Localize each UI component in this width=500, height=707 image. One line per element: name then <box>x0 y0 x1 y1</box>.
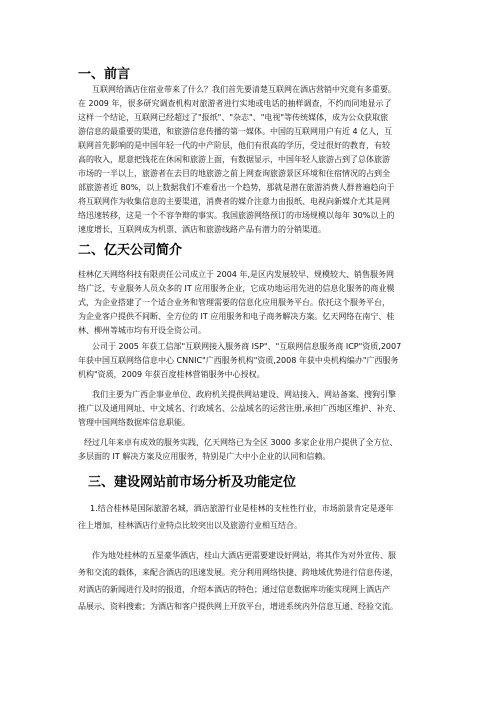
text-line: 部旅游者近 80%，以上数据我们不难看出一个趋势，那就是潜在旅游消费人群普遍趋向于 <box>78 183 395 192</box>
company-paragraph-1 <box>78 268 450 338</box>
text-line: 在 2009 年，很多研究调查机构对旅游者进行实地或电话的抽样调查，不约而同地显示了 <box>78 99 392 108</box>
text-line: 为企业客户提供不间断、全方位的 IT 应用服务和电子商务解决方案。亿天网络在南宁、桂 <box>78 312 395 321</box>
text-line: 游信息的最重要的渠道，和旅游信息传播的第一媒体。中国的互联网用户有近 4 亿人，互 <box>78 127 393 136</box>
section-heading-company: 二、亿天公司简介 <box>78 243 183 258</box>
preface-paragraph <box>78 83 450 237</box>
text-line: 1.结合桂林是国际旅游名城，酒店旅游行业是桂林的支柱性行业，市场前景肯定是逐年 <box>90 504 394 513</box>
text-line: 这样一个结论，互联网已经超过了"报纸"、"杂志"、"电视"等传统媒体，成为公众获取旅 <box>78 113 389 122</box>
text-line: 络广泛、专业服务人员众多的 IT 应用服务企业，它成功地运用先进的信息化服务的商业模 <box>78 284 395 293</box>
section-heading-analysis: 三、建设网站前市场分析及功能定位 <box>88 475 297 490</box>
text-line: 管理中国网络数据库信息职能。 <box>78 418 190 427</box>
company-paragraph-3 <box>78 388 450 430</box>
analysis-paragraph-1 <box>78 500 450 534</box>
text-line: 林、柳州等城市均有开设全资公司。 <box>78 326 206 335</box>
text-line: 年获中国互联网络信息中心 CNNIC"广西服务机构"资质,2008 年获中央机构编办"广西服务 <box>78 356 399 365</box>
text-line: 往上增加，桂林酒店行业特点比较突出以及旅游行业相互结合。 <box>78 521 302 530</box>
text-line: 联网首先影响的是中国年轻一代的中产阶层，他们有很高的学历，受过很好的教育，有较 <box>78 141 390 150</box>
text-line: 式，为企业搭建了一个适合业务和管理需要的信息化应用服务平台。依托这个服务平台， <box>78 298 390 307</box>
text-line: 高的收入，愿意把钱花在休闲和旅游上面，有数据显示，中国年轻人旅游占到了总体旅游 <box>78 155 390 164</box>
text-line: 多层面的 IT 解决方案及应用服务，特别是广大中小企业的认同和信赖。 <box>78 452 331 461</box>
text-line: 市场的一半以上，旅游者在去目的地旅游之前上网查询旅游景区环境和住宿情况的占到全 <box>78 169 390 178</box>
text-line: 务和交流的载体，来配合酒店的迅速发展。充分利用网络快捷、跨地域优势进行信息传递， <box>78 568 398 577</box>
company-paragraph-4 <box>78 436 450 464</box>
text-line: 经过几年来卓有成效的服务实践，亿天网络已为全区 3000 多家企业用户提供了全方位、 <box>84 438 398 447</box>
text-line: 机构"资质，2009 年获百度桂林营销服务中心授权。 <box>78 370 265 379</box>
text-line: 速度增长，互联网成为机票、酒店和旅游线路产品有潜力的分销渠道。 <box>78 225 326 234</box>
text-line: 将互联网作为收集信息的主要渠道，消费者的媒介注意力由报纸、电视向新媒介尤其是网 <box>78 197 390 206</box>
company-paragraph-2 <box>78 340 450 382</box>
text-line: 品展示、资料搜索；为酒店和客户提供网上开放平台，增进系统内外信息互通、经验交流。 <box>78 602 398 611</box>
text-line: 公司于 2005 年获工信部"互联网接入服务商 ISP"、"互联网信息服务商 ICP"资质,2007 <box>92 342 402 351</box>
text-line: 我们主要为广西企事业单位、政府机关提供网站建设、网站接入、网站备案、搜狗引擎 <box>92 390 396 399</box>
text-line: 作为地处桂林的五星豪华酒店，桂山大酒店更需要建设好网站，将其作为对外宣传、服 <box>92 551 396 560</box>
section-heading-preface: 一、前言 <box>78 67 131 82</box>
text-line: 推广以及通用网址、中文域名、行政域名、公益域名的运营注册,承担广西地区维护、补充、 <box>78 404 401 413</box>
text-line: 桂林亿天网络科技有限责任公司成立于 2004 年,是区内发展较早、规模较大、销售服务网 <box>78 270 394 279</box>
text-line: 络迅速转移，这是一个不容争辩的事实。我国旅游网络预订的市场规模以每年 30%以上的 <box>78 211 395 220</box>
text-line: 对酒店的新闻进行及时的报道，介绍本酒店的特色；通过信息数据库功能实现网上酒店产 <box>78 585 390 594</box>
text-line: 互联网给酒店住宿业带来了什么？我们首先要清楚互联网在酒店营销中究竟有多重要。 <box>92 85 396 94</box>
analysis-paragraph-2 <box>78 547 450 615</box>
